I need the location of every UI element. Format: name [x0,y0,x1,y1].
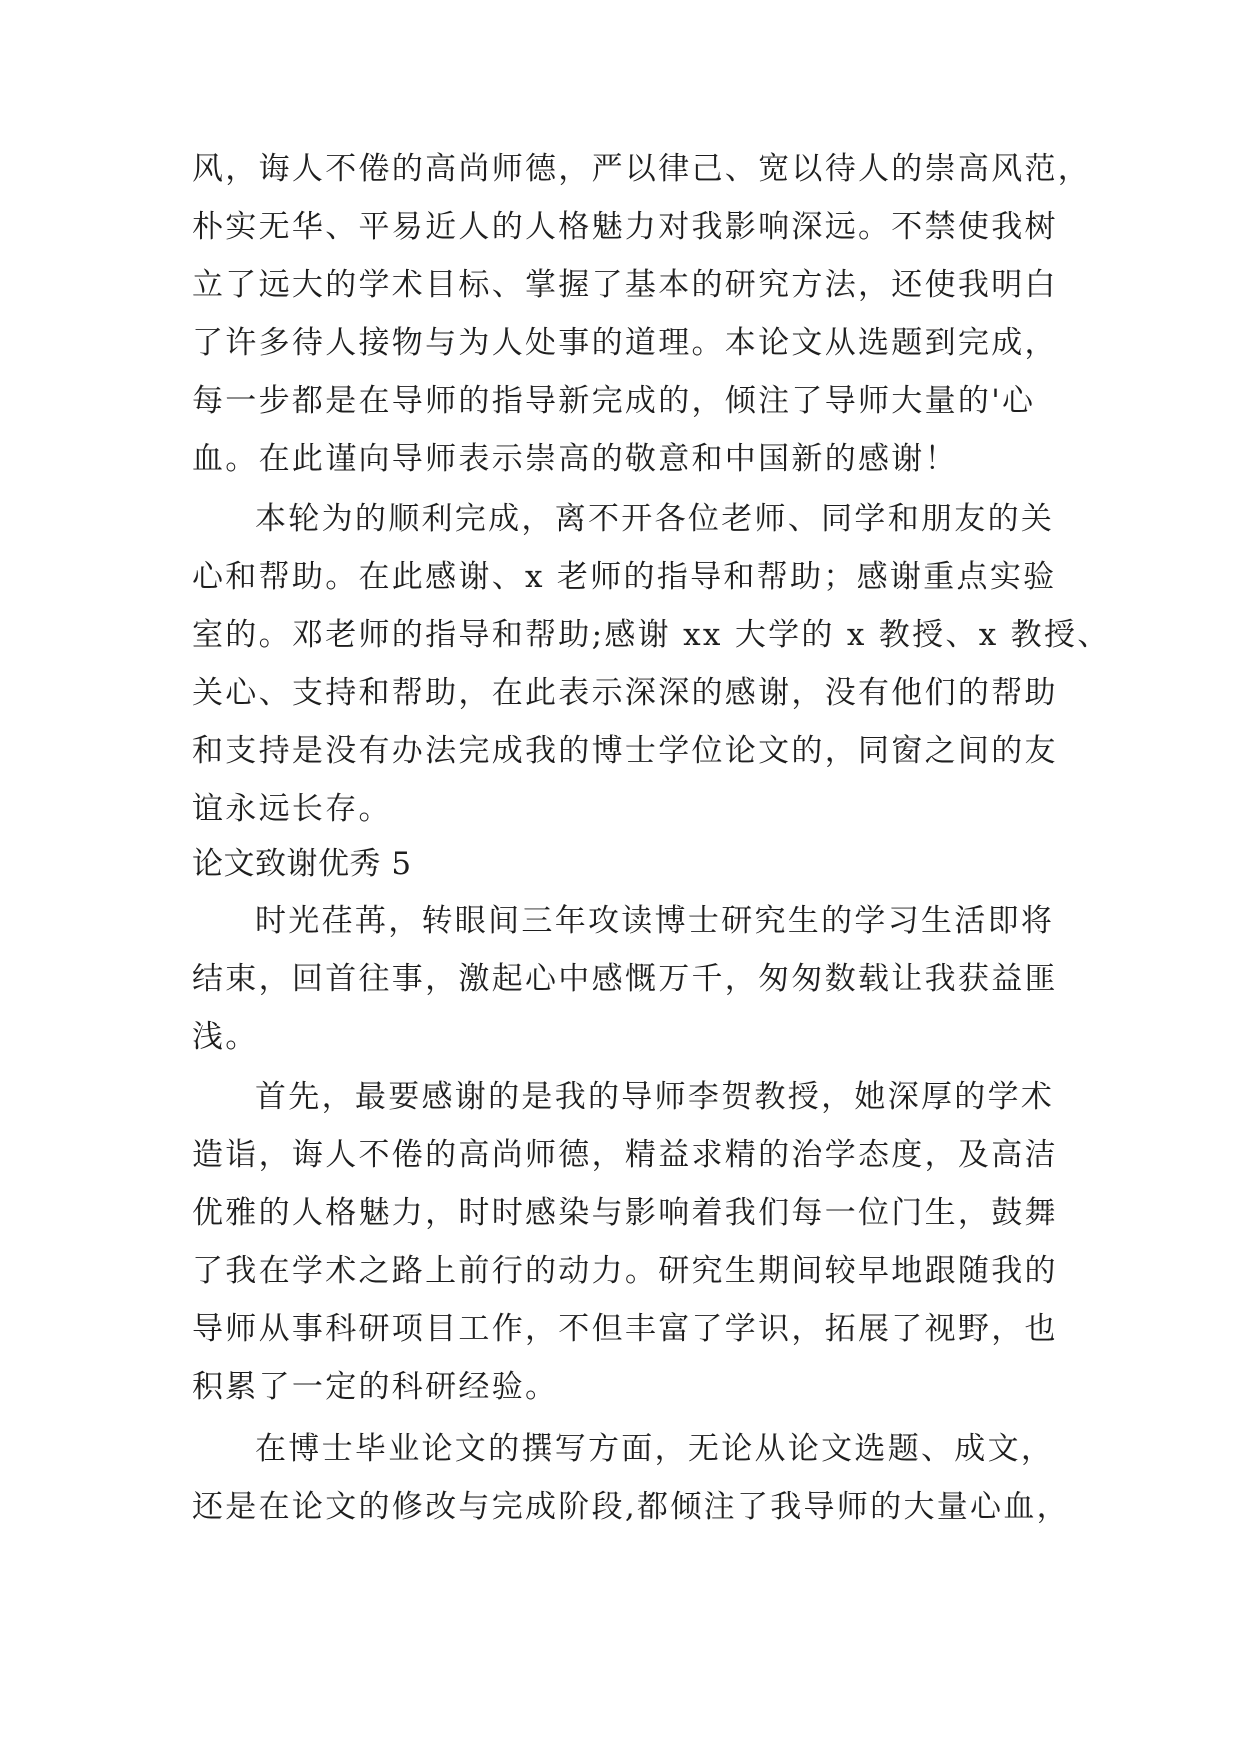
paragraph-line: 谊永远长存。 [192,791,392,827]
paragraph-line: 了许多待人接物与为人处事的道理。本论文从选题到完成， [192,325,1058,361]
paragraph-line: 本轮为的顺利完成，离不开各位老师、同学和朋友的关 [255,501,1055,537]
paragraph-line: 每一步都是在导师的指导新完成的，倾注了导师大量的'心 [192,383,1036,419]
paragraph-line: 浅。 [192,1019,259,1055]
paragraph-line: 关心、支持和帮助，在此表示深深的感谢，没有他们的帮助 [192,675,1058,711]
paragraph-line: 造诣，诲人不倦的高尚师德，精益求精的治学态度，及高洁 [192,1137,1058,1173]
paragraph-line: 首先，最要感谢的是我的导师李贺教授，她深厚的学术 [255,1079,1055,1115]
paragraph-line: 和支持是没有办法完成我的博士学位论文的，同窗之间的友 [192,733,1058,769]
paragraph-line: 在博士毕业论文的撰写方面，无论从论文选题、成文， [255,1431,1055,1467]
paragraph-line: 结束，回首往事，激起心中感慨万千，匆匆数载让我获益匪 [192,961,1058,997]
section-heading: 论文致谢优秀 5 [192,846,412,882]
paragraph-line: 风，诲人不倦的高尚师德，严以律己、宽以待人的崇高风范， [192,151,1092,187]
paragraph-line: 立了远大的学术目标、掌握了基本的研究方法，还使我明白 [192,267,1058,303]
paragraph-line: 还是在论文的修改与完成阶段,都倾注了我导师的大量心血， [192,1489,1070,1525]
paragraph-line: 导师从事科研项目工作，不但丰富了学识，拓展了视野，也 [192,1311,1058,1347]
paragraph-line: 积累了一定的科研经验。 [192,1369,559,1405]
paragraph-line: 室的。邓老师的指导和帮助;感谢 xx 大学的 x 教授、x 教授、 [192,617,1111,653]
paragraph-line: 朴实无华、平易近人的人格魅力对我影响深远。不禁使我树 [192,209,1058,245]
paragraph-line: 心和帮助。在此感谢、x 老师的指导和帮助；感谢重点实验 [192,559,1057,595]
paragraph-line: 血。在此谨向导师表示崇高的敬意和中国新的感谢！ [192,441,958,477]
paragraph-line: 时光荏苒，转眼间三年攻读博士研究生的学习生活即将 [255,903,1055,939]
paragraph-line: 优雅的人格魅力，时时感染与影响着我们每一位门生，鼓舞 [192,1195,1058,1231]
paragraph-line: 了我在学术之路上前行的动力。研究生期间较早地跟随我的 [192,1253,1058,1289]
